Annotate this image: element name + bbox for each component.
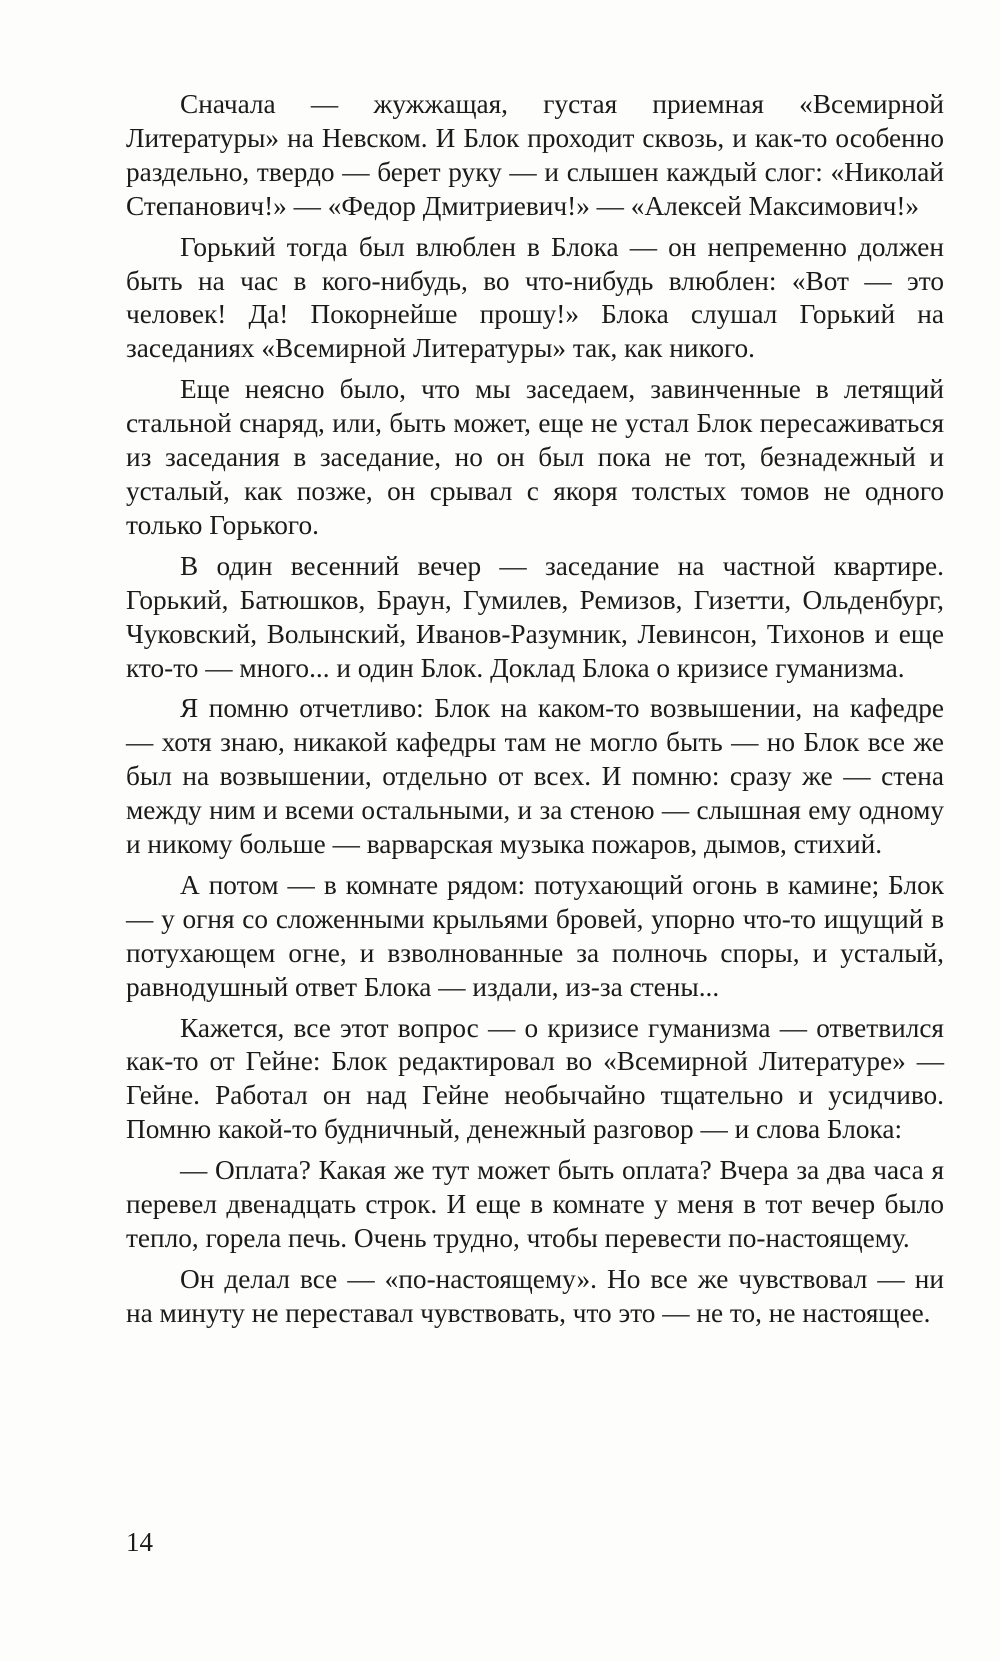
paragraph-7: Кажется, все этот вопрос — о кризисе гуманизма — ответвился как-то от Гейне: Блок редактировал во «Всемирной Литературе» — Гейне. Работал он над Гейне необычайно тщательно и усидчиво. Помню какой-то будничный, денежный разговор — и слова Блока: — [126, 1012, 944, 1145]
page-number: 14 — [126, 1527, 153, 1557]
paragraph-9: Он делал все — «по-настоящему». Но все же чувствовал — ни на минуту не переставал чувствовать, что это — не то, не настоящее. — [126, 1263, 944, 1328]
paragraph-3: Еще неясно было, что мы заседаем, завинченные в летящий стальной снаряд, или, быть может, еще не устал Блок пересаживаться из заседания в заседание, но он был пока не тот, безнадежный и усталый, как позже, он срывал с якоря толстых томов не одного только Горького. — [126, 374, 944, 540]
paragraph-2: Горький тогда был влюблен в Блока — он непременно должен быть на час в кого-нибудь, во что-нибудь влюблен: «Вот — это человек! Да! Покорнейше прошу!» Блока слушал Горький на заседаниях «Всемирной Литературы» так, как никого. — [126, 231, 944, 364]
paragraph-6: А потом — в комнате рядом: потухающий огонь в камине; Блок — у огня со сложенными крыльями бровей, упорно что-то ищущий в потухающем огне, и взволнованные за полночь споры, и усталый, равнодушный ответ Блока — издали, из-за стены... — [126, 869, 944, 1002]
body-text — [126, 88, 944, 1338]
paragraph-5: Я помню отчетливо: Блок на каком-то возвышении, на кафедре — хотя знаю, никакой кафедры там не могло быть — но Блок все же был на возвышении, отдельно от всех. И помню: сразу же — стена между ним и всеми остальными, и за стеною — слышная ему одному и никому больше — варварская музыка пожаров, дымов, стихий. — [126, 693, 944, 860]
paragraph-1: Сначала — жужжащая, густая приемная «Всемирной Литературы» на Невском. И Блок проходит сквозь, и как-то особенно раздельно, твердо — берет руку — и слышен каждый слог: «Николай Степанович!» — «Федор Дмитриевич!» — «Алексей Максимович!» — [126, 89, 944, 221]
paragraph-4: В один весенний вечер — заседание на частной квартире. Горький, Батюшков, Браун, Гумилев, Ремизов, Гизетти, Ольденбург, Чуковский, Волынский, Иванов-Разумник, Левинсон, Тихонов и еще кто-то — много... и один Блок. Доклад Блока о кризисе гуманизма. — [126, 550, 944, 683]
paragraph-8: — Оплата? Какая же тут может быть оплата? Вчера за два часа я перевел двенадцать строк. И еще в комнате у меня в тот вечер было тепло, горела печь. Очень трудно, чтобы перевести по-настоящему. — [126, 1155, 944, 1253]
